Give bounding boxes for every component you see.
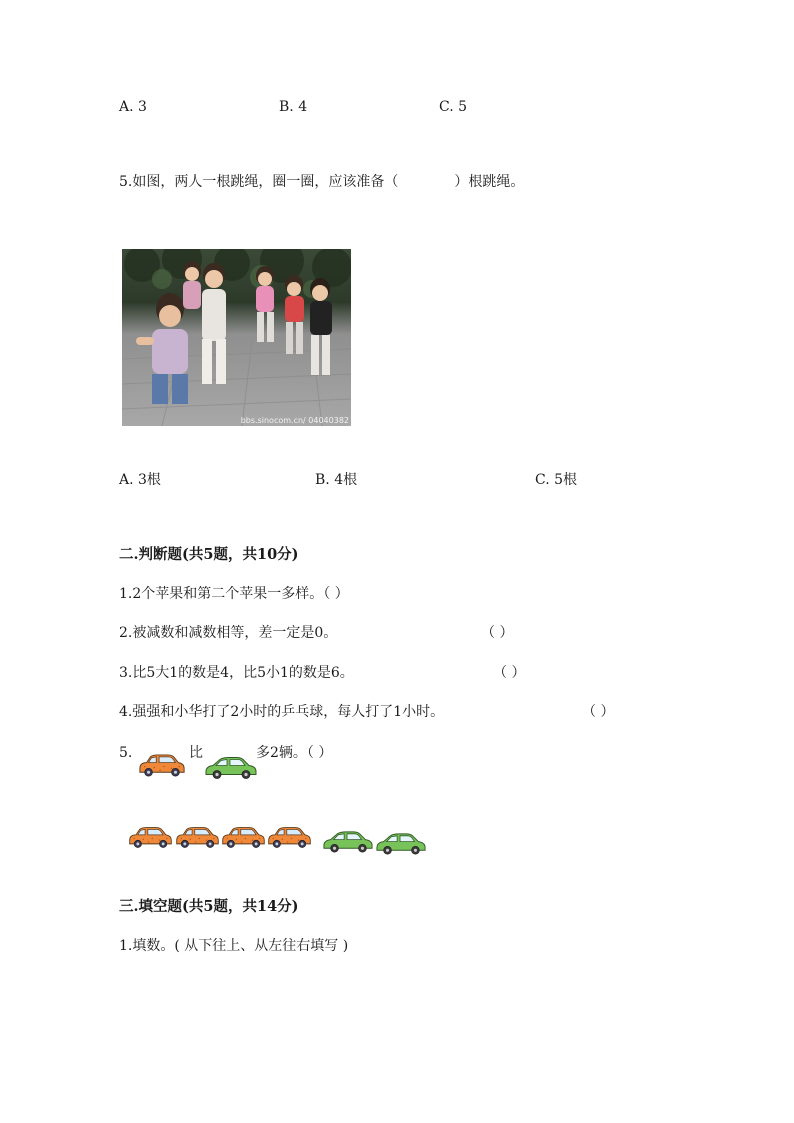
fill-item-1: 1.填数。( 从下往上、从左往右填写 ) bbox=[119, 938, 349, 954]
q4-option-b[interactable]: B. 4 bbox=[279, 99, 308, 115]
green-car-icon bbox=[375, 832, 427, 856]
section3-heading: 三.填空题(共5题，共14分) bbox=[119, 898, 299, 915]
orange-car-icon bbox=[137, 754, 187, 778]
judge-item-5-tail: 多2辆。（ ） bbox=[256, 745, 333, 761]
judge-item-4-answer[interactable]: （ ） bbox=[582, 704, 615, 720]
judge-item-4: 4.强强和小华打了2小时的乒乓球，每人打了1小时。 bbox=[119, 704, 445, 720]
q4-option-a[interactable]: A. 3 bbox=[119, 99, 147, 115]
judge-item-5-bi: 比 bbox=[189, 745, 203, 761]
q5-option-a[interactable]: A. 3根 bbox=[119, 472, 161, 488]
orange-car-icon bbox=[174, 826, 221, 850]
q5-option-b[interactable]: B. 4根 bbox=[315, 472, 358, 488]
green-car-icon bbox=[204, 756, 258, 780]
children-photo-illustration bbox=[122, 249, 351, 426]
judge-item-1: 1.2个苹果和第二个苹果一多样。（ ） bbox=[119, 586, 349, 602]
orange-car-icon bbox=[220, 826, 267, 850]
q4-option-c[interactable]: C. 5 bbox=[439, 99, 468, 115]
judge-item-2-answer[interactable]: （ ） bbox=[481, 625, 514, 641]
q5-stem: 5.如图，两人一根跳绳，圈一圈，应该准备（ ）根跳绳。 bbox=[119, 174, 525, 190]
photo-watermark: bbs.sinocom.cn/ 04040382 bbox=[240, 416, 349, 425]
orange-car-icon bbox=[127, 826, 174, 850]
orange-car-icon bbox=[266, 826, 313, 850]
judge-item-2: 2.被减数和减数相等，差一定是0。 bbox=[119, 625, 338, 641]
jump-rope-photo bbox=[122, 249, 351, 426]
judge-item-3: 3.比5大1的数是4，比5小1的数是6。 bbox=[119, 665, 354, 681]
q5-option-c[interactable]: C. 5根 bbox=[535, 472, 578, 488]
judge-item-3-answer[interactable]: （ ） bbox=[493, 665, 526, 681]
section2-heading: 二.判断题(共5题，共10分) bbox=[119, 546, 299, 563]
green-car-icon bbox=[322, 830, 374, 854]
judge-item-5-number: 5. bbox=[119, 745, 133, 761]
